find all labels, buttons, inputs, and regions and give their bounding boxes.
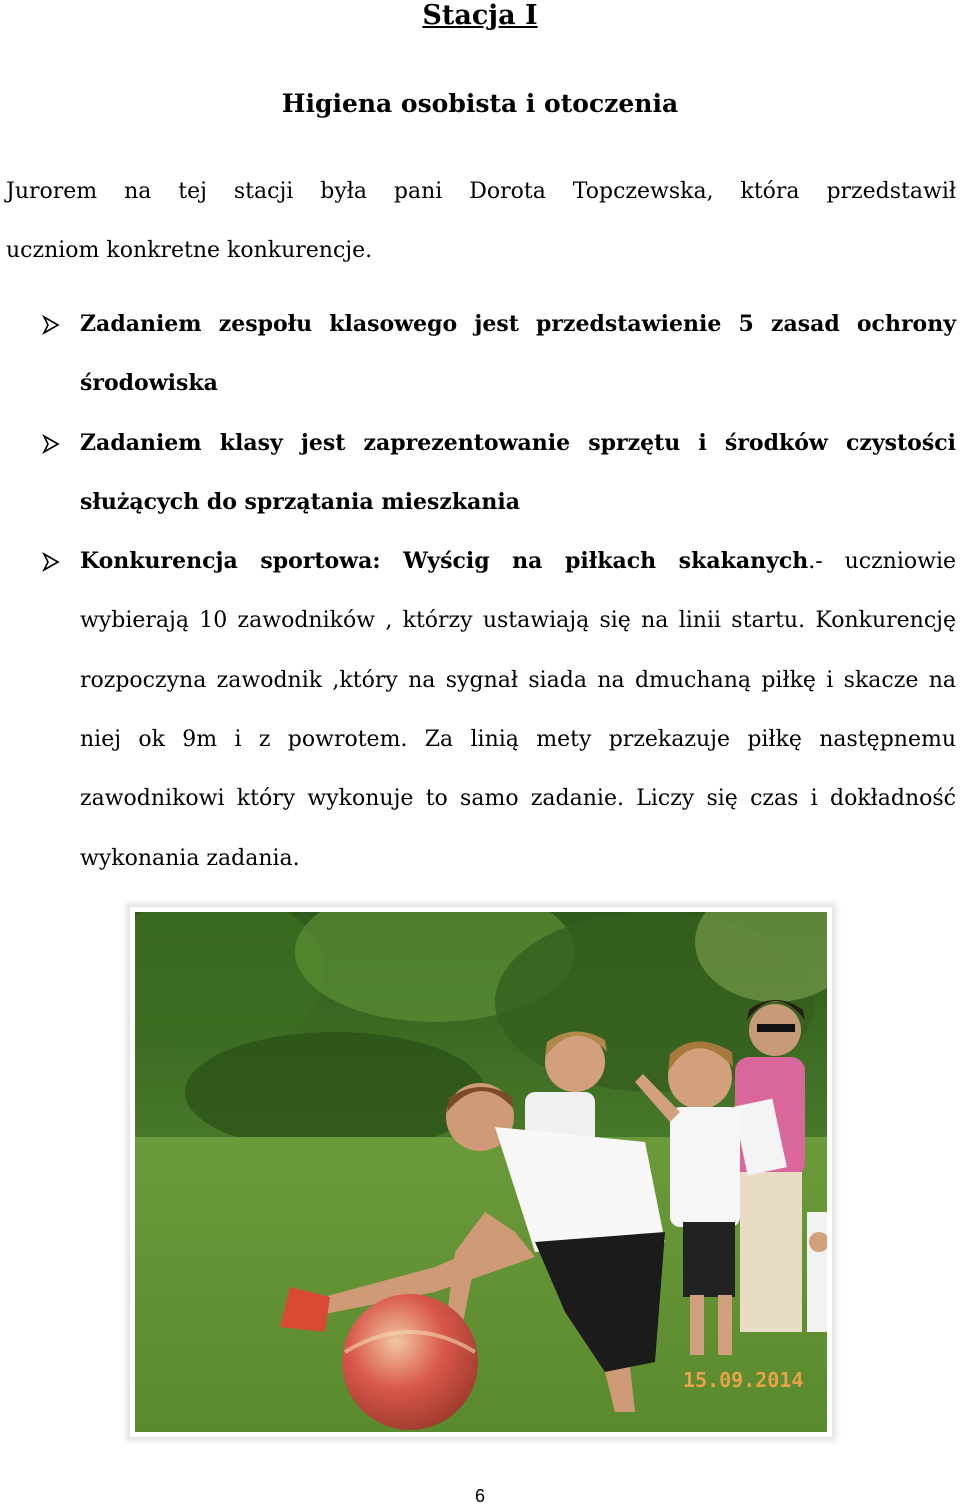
task-text-bold: Konkurencja sportowa: Wyścig na piłkach skakanych [80,548,809,575]
station-title: Stacja I [422,0,538,31]
task-text-bold: Zadaniem klasy jest zaprezentowanie sprzętu i środków czystości służących do sprzątania mieszkania [80,429,956,515]
arrowhead-bullet-icon [40,433,62,455]
photo-date-stamp: 15.09.2014 [683,1368,804,1392]
task-list-item [0,295,956,414]
intro-paragraph [6,177,956,295]
section-subtitle: Higiena osobista i otoczenia [281,89,679,118]
intro-line-2: uczniom konkretne konkurencje. [6,238,373,263]
task-list-item [0,532,956,888]
task-text-normal: .- uczniowie wybierają 10 zawodników , którzy ustawiają się na linii startu. Konkurencję rozpoczyna zawodnik ,który na sygnał siada na dmuchaną piłkę i skacze na niej ok 9m i z powrotem. Za linią mety przekazuje piłkę następnemu zawodnikowi który wykonuje to samo zadanie. Liczy się czas i dokładność wykonania zadania. [80,549,957,871]
photo-illustration [135,912,827,1432]
intro-line-1: Jurorem na tej stacji była pani Dorota Topczewska, która przedstawił [6,179,956,204]
arrowhead-bullet-icon [40,551,62,573]
task-list [0,295,960,888]
page-number: 6 [474,1486,485,1506]
task-text-bold: Zadaniem zespołu klasowego jest przedstawienie 5 zasad ochrony środowiska [80,311,956,397]
arrowhead-bullet-icon [40,314,62,336]
event-photo [130,907,832,1437]
task-list-item [0,414,956,533]
